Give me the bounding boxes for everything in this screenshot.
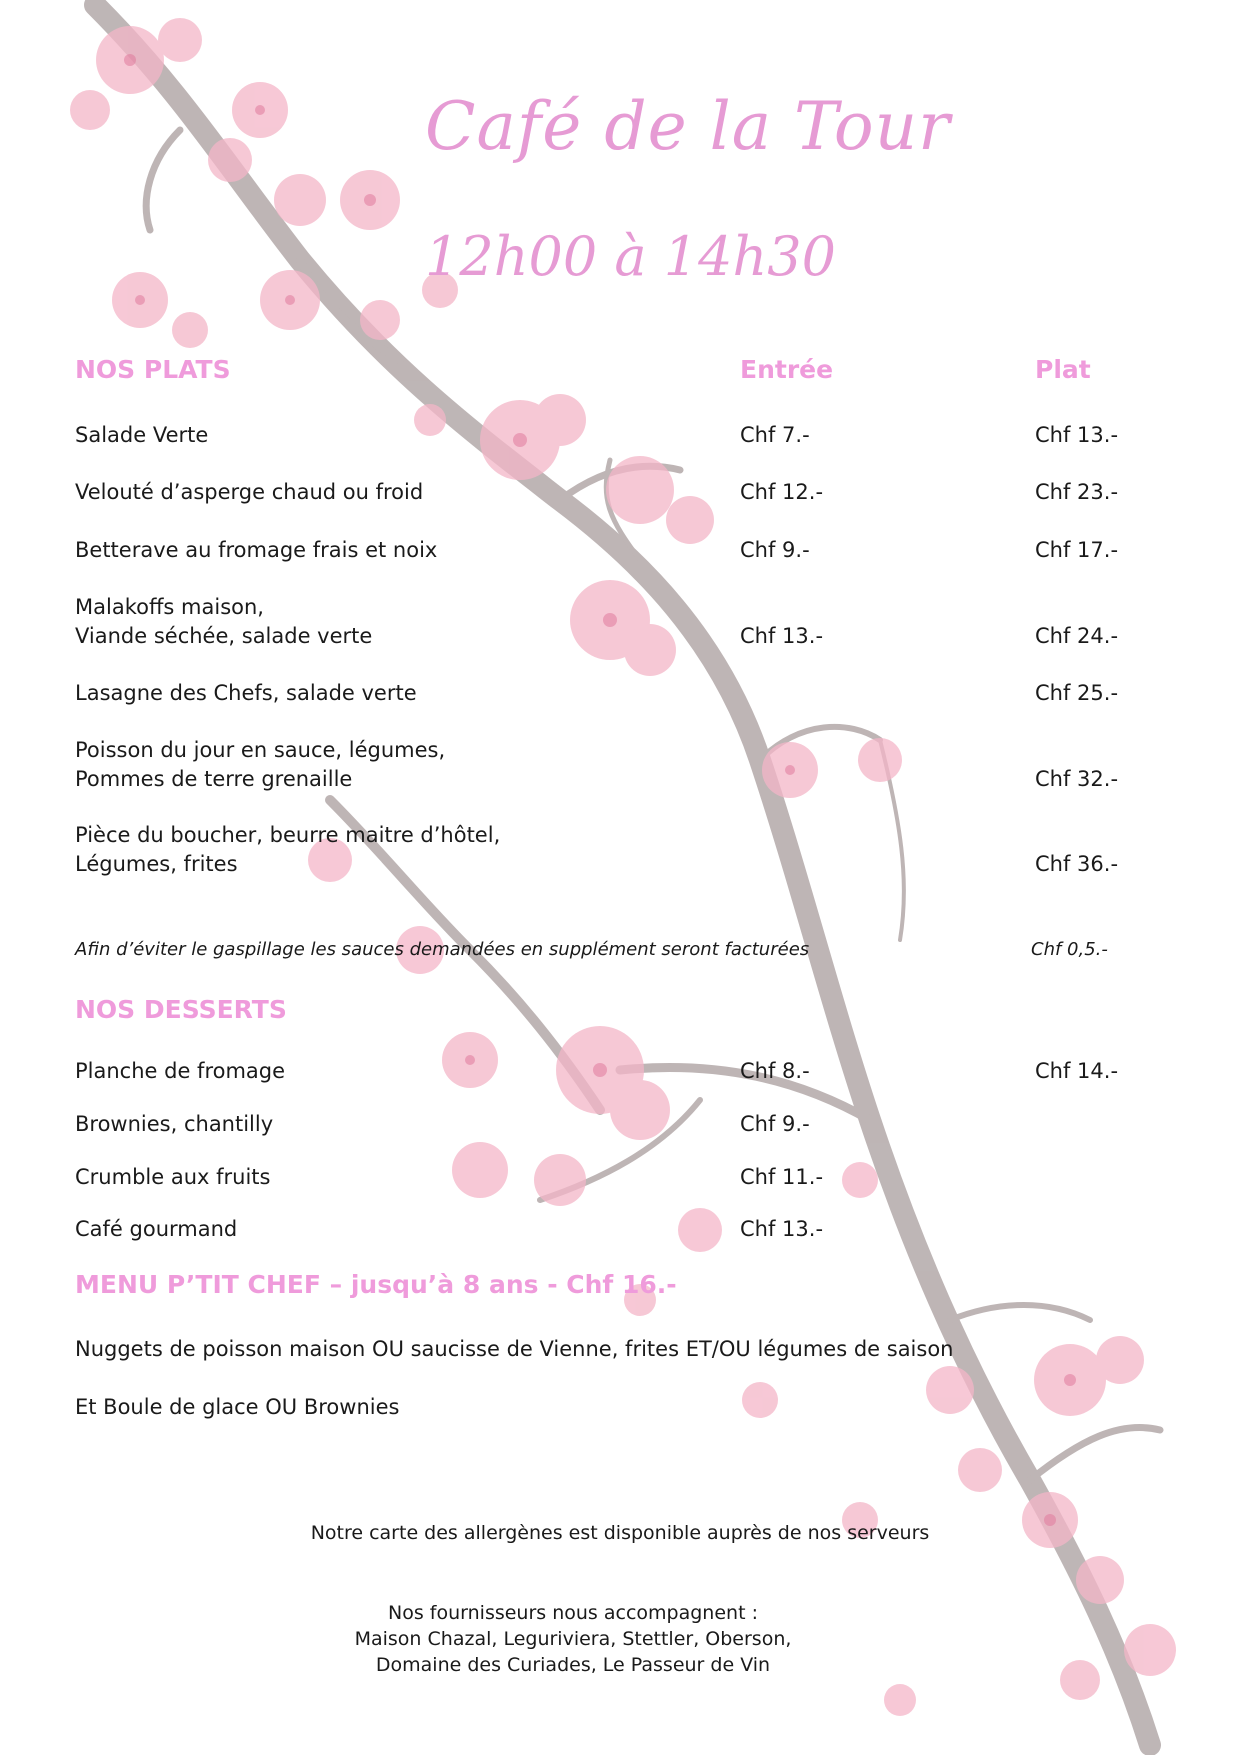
price-entree: Chf 13.-: [740, 1217, 824, 1241]
section-heading-plats: NOS PLATS: [75, 355, 231, 384]
price-plat: Chf 24.-: [1035, 624, 1119, 648]
price-entree: Chf 8.-: [740, 1059, 810, 1083]
price-plat: Chf 36.-: [1035, 852, 1119, 876]
dish-name-line-2: Pommes de terre grenaille: [75, 767, 353, 791]
sauce-supplement-note: Afin d’éviter le gaspillage les sauces demandées en supplément seront facturées: [75, 939, 810, 960]
dish-name-line-2: Légumes, frites: [75, 852, 238, 876]
dish-name: Velouté d’asperge chaud ou froid: [75, 480, 424, 504]
dessert-name: Brownies, chantilly: [75, 1112, 274, 1136]
price-plat: Chf 14.-: [1035, 1059, 1119, 1083]
price-plat: Chf 17.-: [1035, 538, 1119, 562]
section-heading-kids-menu: MENU P’TIT CHEF – jusqu’à 8 ans - Chf 16.-: [75, 1270, 677, 1299]
dessert-name: Café gourmand: [75, 1217, 238, 1241]
dish-name-line-1: Poisson du jour en sauce, légumes,: [75, 738, 446, 762]
dish-name-line-1: Malakoffs maison,: [75, 595, 264, 619]
price-entree: Chf 9.-: [740, 538, 810, 562]
column-header-plat: Plat: [1035, 355, 1091, 384]
suppliers-line-3: Domaine des Curiades, Le Passeur de Vin: [375, 1654, 771, 1676]
dessert-name: Crumble aux fruits: [75, 1165, 271, 1189]
price-entree: Chf 12.-: [740, 480, 824, 504]
restaurant-title: Café de la Tour: [425, 88, 951, 165]
dish-name: Lasagne des Chefs, salade verte: [75, 681, 417, 705]
price-plat: Chf 25.-: [1035, 681, 1119, 705]
allergens-note: Notre carte des allergènes est disponible auprès de nos serveurs: [310, 1522, 930, 1544]
suppliers-line-2: Maison Chazal, Leguriviera, Stettler, Oberson,: [354, 1628, 792, 1650]
dish-name: Betterave au fromage frais et noix: [75, 538, 438, 562]
price-plat: Chf 23.-: [1035, 480, 1119, 504]
price-entree: Chf 7.-: [740, 423, 810, 447]
dessert-name: Planche de fromage: [75, 1059, 286, 1083]
kids-menu-line-2: Et Boule de glace OU Brownies: [75, 1395, 400, 1419]
sauce-supplement-price: Chf 0,5.-: [1031, 939, 1108, 960]
price-plat: Chf 32.-: [1035, 767, 1119, 791]
price-entree: Chf 13.-: [740, 624, 824, 648]
suppliers-line-1: Nos fournisseurs nous accompagnent :: [388, 1602, 758, 1624]
dish-name: Salade Verte: [75, 423, 209, 447]
dish-name-line-2: Viande séchée, salade verte: [75, 624, 373, 648]
price-plat: Chf 13.-: [1035, 423, 1119, 447]
kids-menu-line-1: Nuggets de poisson maison OU saucisse de Vienne, frites ET/OU légumes de saison: [75, 1337, 954, 1361]
price-entree: Chf 11.-: [740, 1165, 824, 1189]
section-heading-desserts: NOS DESSERTS: [75, 995, 287, 1024]
opening-hours: 12h00 à 14h30: [425, 225, 836, 288]
column-header-entree: Entrée: [740, 355, 834, 384]
price-entree: Chf 9.-: [740, 1112, 810, 1136]
dish-name-line-1: Pièce du boucher, beurre maitre d’hôtel,: [75, 823, 501, 847]
